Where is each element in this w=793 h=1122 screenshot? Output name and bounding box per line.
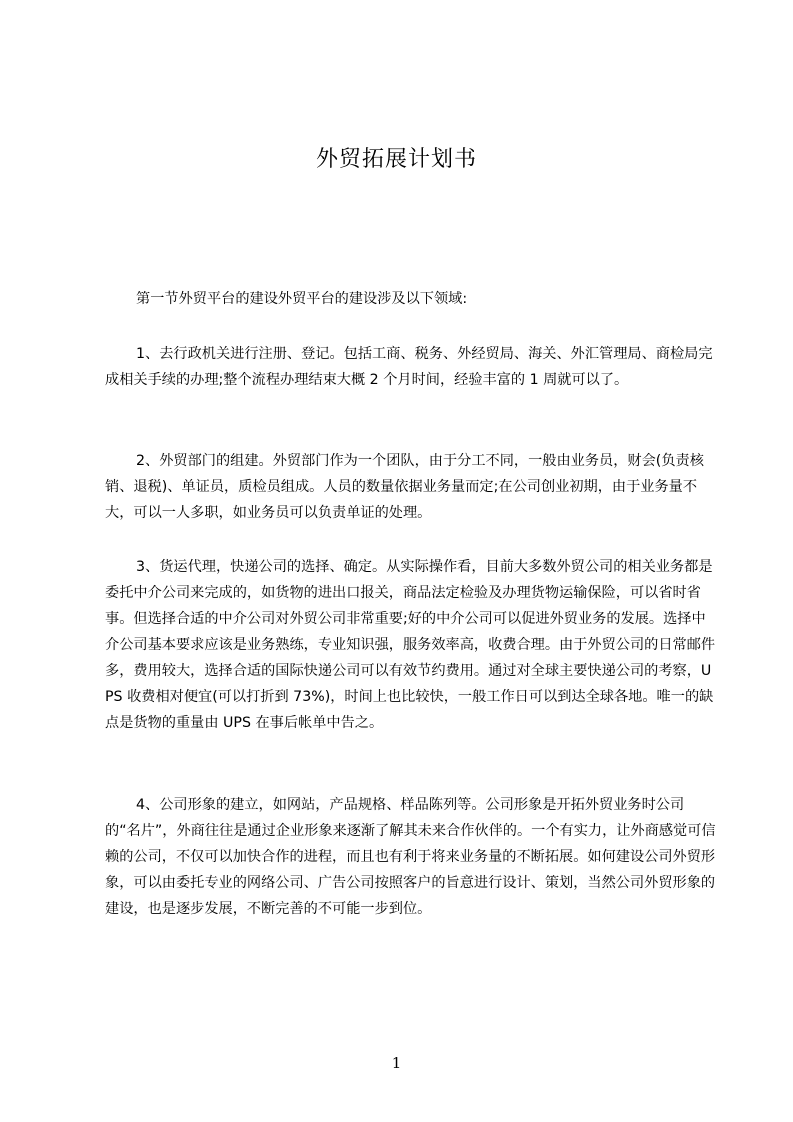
paragraph-item-3: 3、货运代理，快递公司的选择、确定。从实际操作看，目前大多数外贸公司的相关业务都是委托中介公司来完成的，如货物的进出口报关，商品法定检验及办理货物运输保险，可以省时省事。但选择合适的中介公司对外贸公司非常重要;好的中介公司可以促进外贸业务的发展。选择中介公司基本要求应该是业务熟练，专业知识强，服务效率高，收费合理。由于外贸公司的日常邮件多，费用较大，选择合适的国际快递公司可以有效节约费用。通过对全球主要快递公司的考察，UPS 收费相对便宜(可以打折到 73%)，时间上也比较快，一般工作日可以到达全球各地。唯一的缺点是货物的重量由 UPS 在事后帐单中告之。 [105,559,716,731]
paragraph-item-1: 1、去行政机关进行注册、登记。包括工商、税务、外经贸局、海关、外汇管理局、商检局完成相关手续的办理;整个流程办理结束大概 2 个月时间，经验丰富的 1 周就可以了。 [105,346,713,388]
paragraph-item-4: 4、公司形象的建立，如网站，产品规格、样品陈列等。公司形象是开拓外贸业务时公司的“名片”，外商往往是通过企业形象来逐渐了解其未来合作伙伴的。一个有实力，让外商感觉可信赖的公司，不仅可以加快合作的进程，而且也有利于将来业务量的不断拓展。如何建设公司外贸形象，可以由委托专业的网络公司、广告公司按照客户的旨意进行设计、策划，当然公司外贸形象的建设，也是逐步发展，不断完善的不可能一步到位。 [105,797,716,917]
paragraph-item-2: 2、外贸部门的组建。外贸部门作为一个团队，由于分工不同，一般由业务员，财会(负责核销、退税)、单证员，质检员组成。人员的数量依据业务量而定;在公司创业初期，由于业务量不大，可以一人多职，如业务员可以负责单证的处理。 [105,453,704,521]
document-title: 外贸拓展计划书 [315,147,477,172]
page-number: 1 [391,1054,402,1072]
paragraph-section-heading: 第一节外贸平台的建设外贸平台的建设涉及以下领域: [136,291,468,307]
